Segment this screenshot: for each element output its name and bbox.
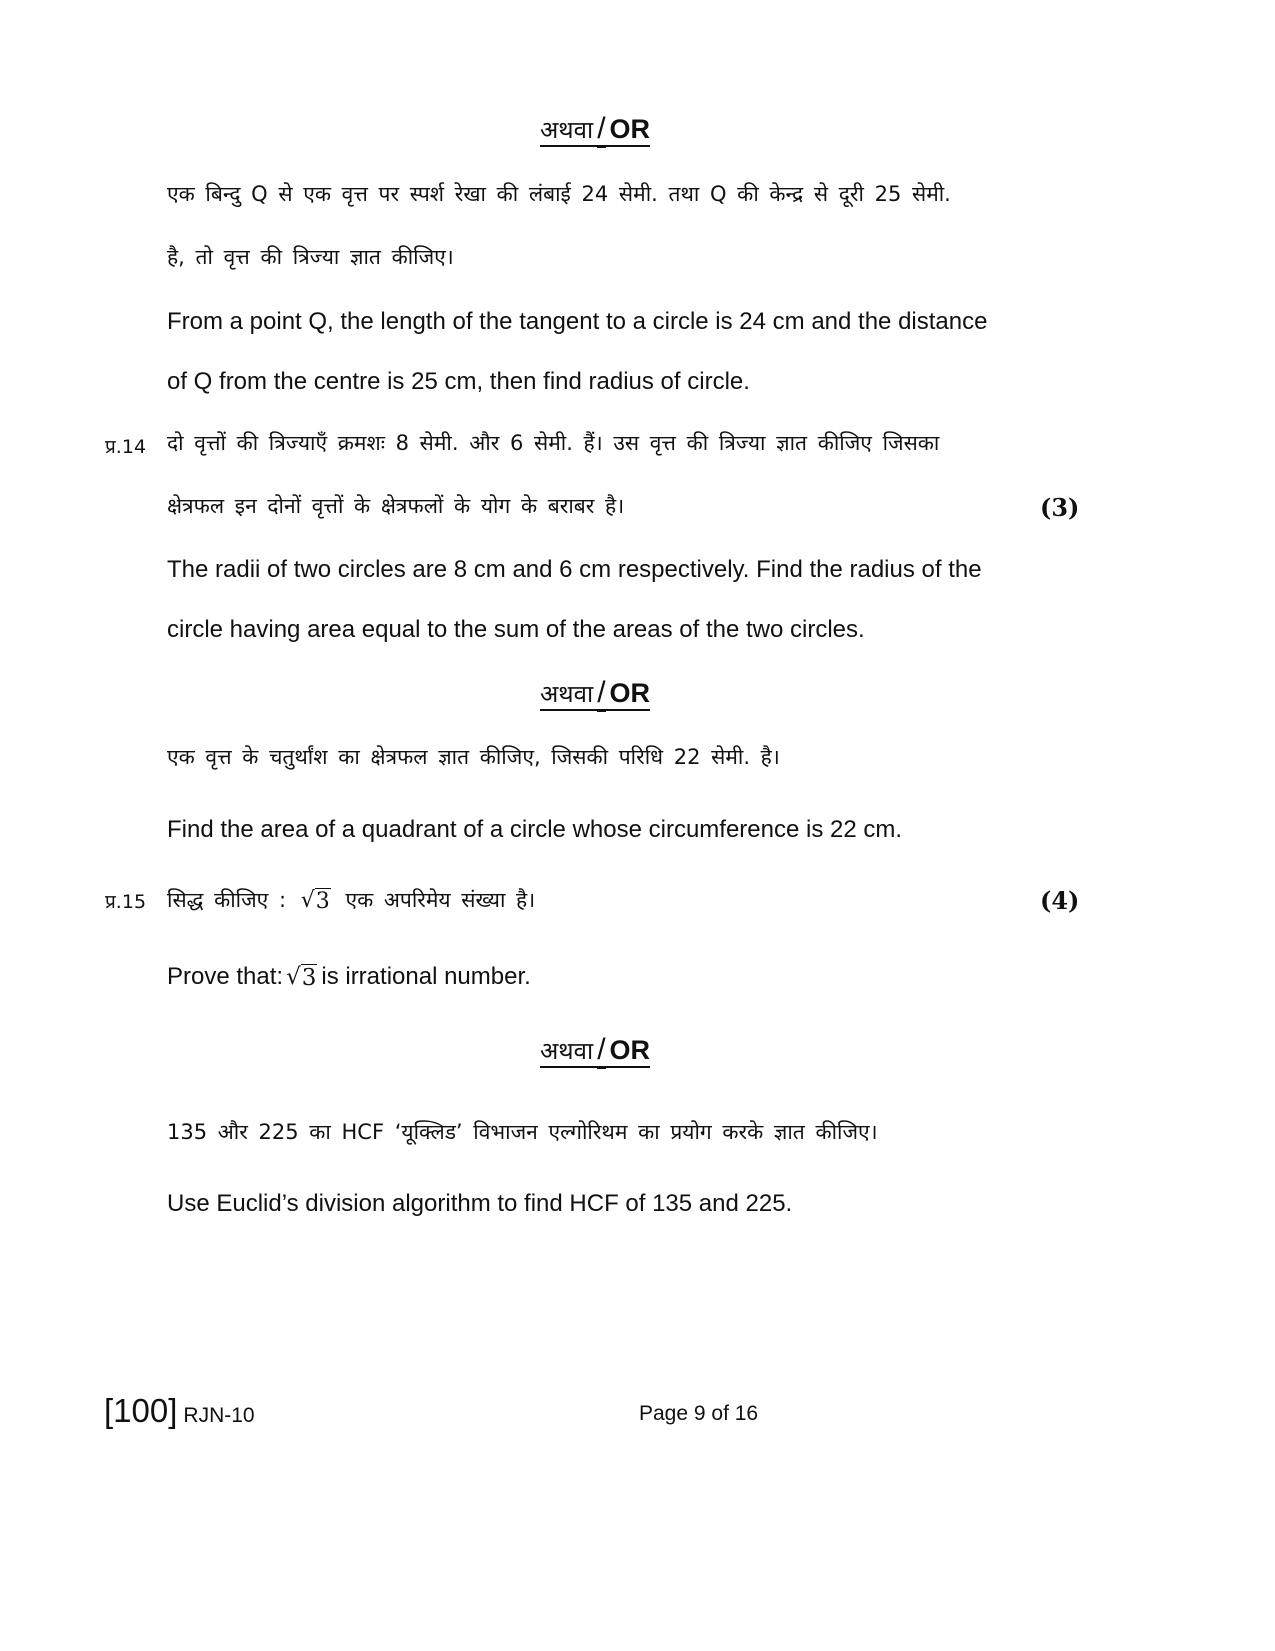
- question-text-english: From a point Q, the length of the tangent to a circle is 24 cm and the distance: [167, 308, 988, 335]
- question-text-english: The radii of two circles are 8 cm and 6 cm respectively. Find the radius of the: [167, 556, 982, 583]
- question-text-hindi-part: सिद्ध कीजिए :: [167, 888, 287, 912]
- or-heading-hindi: अथवा: [540, 116, 593, 147]
- sqrt-3-expression: [286, 964, 317, 991]
- page-number: Page 9 of 16: [639, 1402, 759, 1425]
- radicand: 3: [301, 965, 317, 991]
- marks-label: (4): [1040, 886, 1080, 915]
- question-text-english: circle having area equal to the sum of the areas of the two circles.: [167, 616, 865, 643]
- paper-marks: [100]: [104, 1392, 178, 1429]
- question-text-hindi: 135 और 225 का HCF ‘यूक्लिड’ विभाजन एल्गोरिथम का प्रयोग करके ज्ञात कीजिए।: [167, 1120, 878, 1144]
- or-heading: [0, 1033, 1190, 1067]
- question-text-english-part: Prove that:: [167, 963, 284, 990]
- radical-sign: √: [286, 964, 301, 990]
- or-heading-slash: /: [597, 112, 605, 148]
- or-heading-hindi: अथवा: [540, 680, 593, 711]
- question-text-english: Find the area of a quadrant of a circle whose circumference is 22 cm.: [167, 816, 903, 843]
- paper-code-label: RJN-10: [183, 1404, 255, 1427]
- radical-sign: √: [300, 888, 315, 913]
- question-text-hindi: क्षेत्रफल इन दोनों वृत्तों के क्षेत्रफलों के योग के बराबर है।: [167, 494, 625, 518]
- question-text-hindi: है, तो वृत्त की त्रिज्या ज्ञात कीजिए।: [167, 245, 454, 269]
- or-heading-english: OR: [610, 678, 651, 711]
- question-number: प्र.15: [105, 891, 147, 913]
- or-heading-slash: /: [597, 676, 605, 712]
- question-text-english: Use Euclid’s division algorithm to find HCF of 135 and 225.: [167, 1190, 793, 1217]
- question-text-hindi: एक वृत्त के चतुर्थांश का क्षेत्रफल ज्ञात कीजिए, जिसकी परिधि 22 सेमी. है।: [167, 745, 780, 769]
- or-heading: [0, 112, 1190, 146]
- or-heading: [0, 676, 1190, 710]
- or-heading-english: OR: [610, 1035, 651, 1068]
- marks-label: (3): [1040, 493, 1080, 522]
- radicand: 3: [315, 889, 330, 914]
- question-text-hindi: दो वृत्तों की त्रिज्याएँ क्रमशः 8 सेमी. और 6 सेमी. हैं। उस वृत्त की त्रिज्या ज्ञात कीजिए जिसका: [167, 431, 940, 455]
- question-text-hindi: एक बिन्दु Q से एक वृत्त पर स्पर्श रेखा की लंबाई 24 सेमी. तथा Q की केन्द्र से दूरी 25 सेमी.: [167, 182, 951, 206]
- question-text-hindi-part: एक अपरिमेय संख्या है।: [345, 888, 536, 912]
- or-heading-hindi: अथवा: [540, 1037, 593, 1068]
- question-text-hindi: [167, 886, 535, 914]
- or-heading-english: OR: [610, 114, 651, 147]
- question-number: प्र.14: [105, 436, 147, 458]
- question-text-english: [167, 963, 531, 991]
- sqrt-3-expression: [301, 888, 331, 914]
- question-text-english-part: is irrational number.: [321, 963, 531, 990]
- question-text-english: of Q from the centre is 25 cm, then find radius of circle.: [167, 368, 750, 395]
- or-heading-slash: /: [597, 1033, 605, 1069]
- paper-code: [104, 1392, 255, 1430]
